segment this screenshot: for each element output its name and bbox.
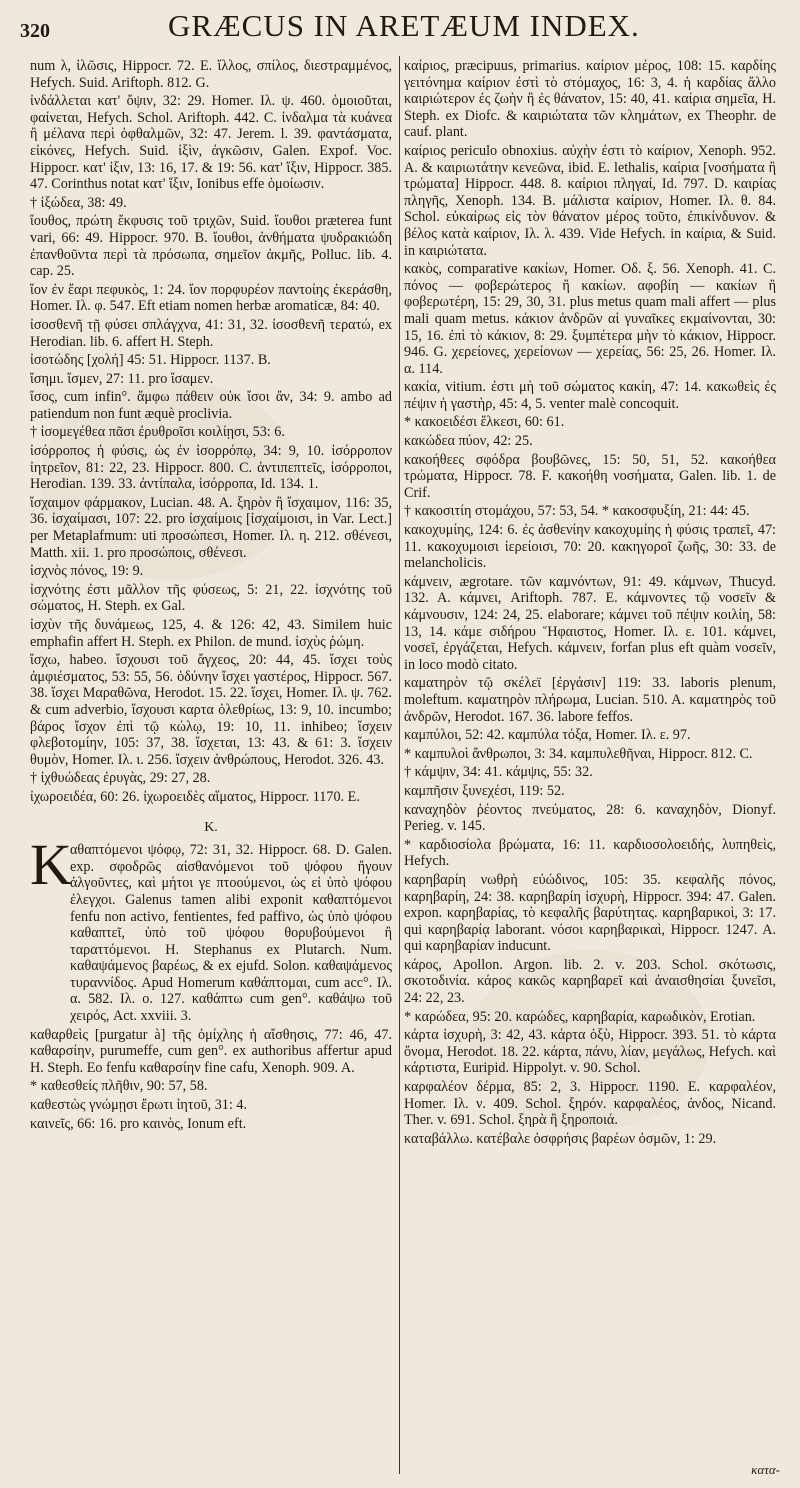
left-column [30, 58, 392, 1478]
drop-capital: K [30, 832, 72, 898]
index-entry: καρφαλέον δέρμα, 85: 2, 3. Hippocr. 1190. E. καρφαλέον, Homer. Ιλ. ν. 409. Schol. ξηρόν. καρφαλέος, ἀνδος, Nicand. Ther. v. 691. Schol. ξηρὰ ἢ ξηροποιά. [404, 1079, 776, 1129]
index-entry: ἴσχαιμον φάρμακον, Lucian. 48. A. ξηρὸν ἢ ἴσχαιμον, 116: 35, 36. ἰσχαίμασι, 107: 22. pro ἰσχαίμοις [ἰσχαίμοισι, in Var. Lect.] per Metaplafmum: uti προσώπεσι, Homer. Ιλ. η. 212. σθένεσι, Matth. xii. 1. pro προσώποις, σθένεσι. [30, 494, 392, 561]
index-entry: κάμνειν, ægrotare. τῶν καμνόντων, 91: 49. κάμνων, Thucyd. 132. A. κάμνει, Ariftoph. 787. E. κάμνοντες τῷ νοσεῖν & κάμνουσιν, 124: 24, 25. elaborare; κάμνει τοῦ πέψιν κοιλίη, 58: 13, 14. κάμε σιδήρου Ἥφαιστος, Homer. Ιλ. ε. 101. κάμνει, νοσεῖ, ἐργάζεται, Hefych. κάμνειν, forfan plus eft quàm νοσεῖν, in loco modò citato. [404, 573, 776, 673]
index-entry: καματηρὸν τῷ σκέλεϊ [ἐργάσιν] 119: 33. laboris plenum, moleftum. καματηρὸν πλήρωμα, Lucian. 510. A. καματηρὸς τοῦ ἀνδρῶν, Herodot. 167. 36. labore feffos. [404, 675, 776, 725]
index-entry: † κάμψιν, 34: 41. κάμψις, 55: 32. [404, 764, 593, 781]
index-entry: καταβάλλω. κατέβαλε ὀσφρήσις βαρέων ὀσμῶν, 1: 29. [404, 1130, 717, 1147]
index-entry: ἰσχὺν τῆς δυνάμεως, 125, 4. & 126: 42, 43. Similem huic emphafin affert H. Steph. ex Philon. de mund. ἰσχὺς ῥώμη. [30, 617, 392, 650]
index-entry: * καρώδεα, 95: 20. καρώδες, καρηβαρία, καρωδικὸν, Erotian. [404, 1008, 756, 1025]
index-entry: * καρδιοσίολα βρώματα, 16: 11. καρδιοσολοειδής, λυπηθεὶς, Hefych. [404, 836, 776, 870]
index-entry: καθαρθεὶς [purgatur à] τῆς ὀμίχλης ἡ αἴσθησις, 77: 46, 47. καθαρσίην, purumeffe, cum gen°. ex authoribus affertur apud H. Steph. Eo fenfu καθαρσίην fine cafu, Xenoph. 909. A. [30, 1026, 392, 1076]
index-entry: ἰσοτώδης [χολή] 45: 51. Hippocr. 1137. B. [30, 352, 271, 369]
index-entry: † κακοσιτίη στομάχου, 57: 53, 54. * κακοσφυξίη, 21: 44: 45. [404, 503, 750, 520]
index-entry: * καθεσθείς πλῆθιν, 90: 57, 58. [30, 1078, 208, 1095]
index-entry: † ἰξώδεα, 38: 49. [30, 194, 127, 211]
right-column [404, 58, 776, 1478]
page-number: 320 [20, 20, 50, 42]
index-entry: ἰσχνότης ἐστι μᾶλλον τῆς φύσεως, 5: 21, 22. ἰσχνότης τοῦ σώματος, H. Steph. ex Gal. [30, 581, 392, 615]
index-entry: καίριος, præcipuus, primarius. καίριον μέρος, 108: 15. καρδίης γειτόνημα καίριον ἐστὶ τὸ στόμαχος, 16: 3, 4. ἡ καρδίας ἄλλο καιριώτερον ἐς ζωὴν ἢ ἐς θάνατον, 15: 40, 41. καίρια σημεῖα, H. Steph. ex Diofc. & καιριώτατα τῶν κλημάτων, ex Theophr. de cauf. plant. [404, 58, 776, 141]
index-entry: * καμπυλοὶ ἄνθρωποι, 3: 34. καμπυλεθῆναι, Hippocr. 812. C. [404, 745, 753, 762]
index-entry: † ἰχθυώδεας ἐρυγὰς, 29: 27, 28. [30, 770, 211, 787]
running-head: GRÆCUS IN ARETÆUM INDEX. [168, 8, 640, 43]
index-entry: καρηβαρίη νωθρὴ εὐώδινος, 105: 35. κεφαλῆς πόνος, καρηβαρίη, 24: 38. καρηβαρίη ἰσχυρὴ, Hippocr. 394: 47. Galen. expon. καρηβαρίας, τὸ κεφαλῆς βαρύτητας. καρηβαρικοὶ, 3: 17. qui καρηβαρίᾳ laborant. νόσοι καρηβαρικαὶ, Hippocr. 1247. A. qui καρηβαρίαν inducunt. [404, 871, 776, 955]
index-entry: κακώδεα πύον, 42: 25. [404, 433, 533, 450]
catchword: κατα- [751, 1462, 780, 1477]
column-divider [399, 56, 400, 1474]
index-entry: καθεστὼς γνώμῃσι ἔρωτι ἰητοῦ, 31: 4. [30, 1097, 248, 1114]
index-entry: ἰνδάλλεται κατ' ὄψιν, 32: 29. Homer. Ιλ. ψ. 460. ὁμοιοῦται, φαίνεται, Hefych. Schol. Ariftoph. 442. C. ἰνδαλμα τὰ κυάνεα ἢ μέλανα περὶ ὀφθαλμῶν, 32: 47. Jerem. l. 39. φαντάσματα, εἰκόνες, Hefych. Suid. ἰξὶν, ἀγκῶσιν, Galen. Expof. Voc. Hippocr. κατ' ἰξιν, 13: 16, 17. & 19: 56. κατ' ἴξιν, Hippocr. 385. 47. Corinthus notat κατ' ἴξιν, Ionibus effe ὁμοίωσιν. [30, 93, 392, 193]
index-entry: ἰσχνὸς πόνος, 19: 9. [30, 563, 144, 580]
index-entry: ἴσχω, habeo. ἴσχουσι τοῦ ἄγχεος, 20: 44, 45. ἴσχει τοὺς ἀμφιέσματος, 53: 55, 56. ὁδύνην ἴσχει γαστέρος, Hippocr. 567. 38. ἴσχει Μαραθῶνα, Herodot. 15. 22. ἴσχει, Homer. Ιλ. ψ. 762. & cum adverbio, ἴσχουσι καρτα ὀλεθρίως, 13: 9, 10. incumbo; βάρος ἴσχον ἐπὶ τῷ κώλῳ, 19: 10, 11. inhibeo; ἴσχειν φλεβοτομίην, 105: 37, 38. ἴσχεται, 13: 43. & 61: 3. ἴσχειν θυμὸν, Homer. Ιλ. ι. 256. ἴσχειν ἀνθρώπους, Herodot. 326. 43. [30, 652, 392, 768]
index-entry [30, 832, 392, 1025]
index-entry: κακὸς, comparative κακίων, Homer. Οδ. ξ. 56. Xenoph. 41. C. πόνος — φοβερώτερος ἢ κακίων. αφοβίη — κακίων ἢ φοβερωτέρη, 15: 29, 30, 31. plus metus quam mali affert — plus mali quam metus. κάκιον ἀνδρῶν αἱ γυναῖκες εκμαίνονται, 30: 15, 16. ἐπὶ τὸ κάκιον, 8: 29. ξυμπέτερα μὴν τὸ κάκιον, Hippocr. 946. G. χερείονες, χερείονων — χερείας, 56: 25, 26. Homer. Ιλ. α. 114. [404, 261, 776, 377]
index-entry: ἰχωροειδέα, 60: 26. ἰχωροειδὲς αἵματος, Hippocr. 1170. E. [30, 788, 360, 805]
index-entry: κακοήθεες σφόδρα βουβῶνες, 15: 50, 51, 52. κακοήθεα τρώματα, Hippocr. 78. F. κακοήθη νοσήματα, Galen. lib. 1. de Crif. [404, 451, 776, 501]
index-entry: καμπύλοι, 52: 42. καμπύλα τόξα, Homer. Ιλ. ε. 97. [404, 727, 691, 744]
index-entry: num λ, ἰλῶσις, Hippocr. 72. E. ἴλλος, σπίλος, διεστραμμένος, Hefych. Suid. Ariftoph. 812. G. [30, 58, 392, 91]
section-heading: K. [204, 819, 218, 835]
index-entry: ἰσόρροπος ἡ φύσις, ὡς ἐν ἰσορρόπῳ, 34: 9, 10. ἰσόρροπον ἰητρεῖον, 81: 22, 23. Hippocr. 800. C. ἀντιπεπτεῖς, ἰσόρροποι, Herodian. 139. 33. ἀντίπαλα, ἰσόρροπα, Id. 134. 1. [30, 443, 392, 493]
entry-text: αθαπτόμενοι ψόφῳ, 72: 31, 32. Hippocr. 68. D. Galen. exp. σφοδρῶς αἰσθανόμενοι τοῦ ψόφου ἤγουν ἀλγοῦντες, καὶ μήτοι γε πτοούμενοι, ὡς εἰ ὑπὸ ψόφου ἐλεγχοι. Galenus tamen alibi exponit καθαπτόμενοι fenfu non activo, fentientes, fed paffivo, ὡς ὑπὸ ψόφου καθαπτεῖ, ὑπὸ τοῦ ψόφου θορυβούμενοι ἢ ταραττόμενοι. H. Stephanus ex Plutarch. Num. καθαψάμενος βαρέως, & ex ejufd. Solon. καθαψάμενος τυραννίδος. Apud Homerum καθάπτομαι, cum acc°. Ιλ. α. 582. Ιλ. ο. 127. καθάπτω cum gen°. καθάψω τοῦ χειρός, Act. xxviii. 3. [70, 842, 392, 1025]
index-entry: ἰσοσθενῆ τῇ φύσει σπλάγχνα, 41: 31, 32. ἰσοσθενῆ τερατώ, ex Herodian. lib. 6. affert H. Steph. [30, 316, 392, 350]
index-entry: ἴον ἐν ἔαρι πεφυκὸς, 1: 24. ἴον πορφυρέον παντοίης ἐκεράσθη, Homer. Ιλ. φ. 547. Eft etiam nomen herbæ aromaticæ, 84: 40. [30, 281, 392, 315]
index-entry: καίριος periculo obnoxius. αὐχὴν ἐστι τὸ καίριον, Xenoph. 952. A. & καιριωτάτην κενεῶνα, ibid. E. lethalis, καίρια [νοσήματα ἢ τρώματα] Hippocr. 448. 8. καίριοι πληγαί, Id. 797. D. καιρίας πληγῆς, Xenoph. 134. B. μάλιστα καίριον, Homer. Ιλ. θ. 84. Schol. εὐκαίρως εἰς τὸν θάνατον μέρος τοῦτο, ἐπικίνδυνον. & βέλος κατὰ καίριον, Ιλ. λ. 439. Vide Hefych. in καίρια, & Suid. in καιριώτατα. [404, 142, 776, 259]
index-entry: καμπῆσιν ξυνεχέσι, 119: 52. [404, 782, 565, 799]
index-entry: κακία, vitium. ἐστι μὴ τοῦ σώματος κακίη, 47: 14. κακωθεὶς ἐς πέψιν ἡ γαστὴρ, 45: 4, 5. venter malè concoquit. [404, 379, 776, 412]
index-entry: † ἰσομεγέθεα πᾶσι ἐρυθροῖσι κοιλίῃσι, 53: 6. [30, 424, 285, 441]
index-entry: ἴσημι. ἴσμεν, 27: 11. pro ἴσαμεν. [30, 370, 214, 387]
index-entry: καναχηδὸν ῥέοντος πνεύματος, 28: 6. καναχηδὸν, Dionyf. Perieg. v. 145. [404, 801, 776, 835]
index-entry: ἴσος, cum infin°. ἄμφω πάθειν οὐκ ἴσοι ἄν, 34: 9. ambo ad patiendum non funt æquè proclivia. [30, 389, 392, 422]
index-entry: κακοχυμίης, 124: 6. ἐς ἀσθενίην κακοχυμίης ἡ φύσις τραπεῖ, 47: 11. κακοχυμοισι ἱερείοισι, 70: 20. κακηγοροῖ ζωῆς, 30: 33. de melancholicis. [404, 522, 776, 572]
index-entry: ἴουθος, πρώτη ἔκφυσις τοῦ τριχῶν, Suid. ἴουθοι præterea funt vari, 66: 49. Hippocr. 970. B. ἴουθοι, ἀνθήματα ψυδρακιώδη ἐπανθοῦντα περὶ τὰ πρόσωπα, σημεῖον ἀκμῆς, Polluc. lib. 4. cap. 25. [30, 213, 392, 280]
index-entry: * κακοειδέσι ἕλκεσι, 60: 61. [404, 414, 565, 431]
index-entry: καινεῖς, 66: 16. pro καινὸς, Ionum eft. [30, 1115, 247, 1132]
index-entry: κάρος, Apollon. Argon. lib. 2. v. 203. Schol. σκότωσις, σκοτοδινία. κάρος κακῶς καρηβαρεῖ καὶ ἀναισθησίαι ξυνεῖσι, 24: 22, 23. [404, 956, 776, 1007]
index-entry: κάρτα ἰσχυρὴ, 3: 42, 43. κάρτα ὀξὺ, Hippocr. 393. 51. τὸ κάρτα ὄνομα, Herodot. 18. 22. κάρτα, πάνυ, λίαν, μεγάλως, Hefych. καὶ κάρτιστα, Euripid. Hippolyt. v. 90. Schol. [404, 1027, 776, 1077]
